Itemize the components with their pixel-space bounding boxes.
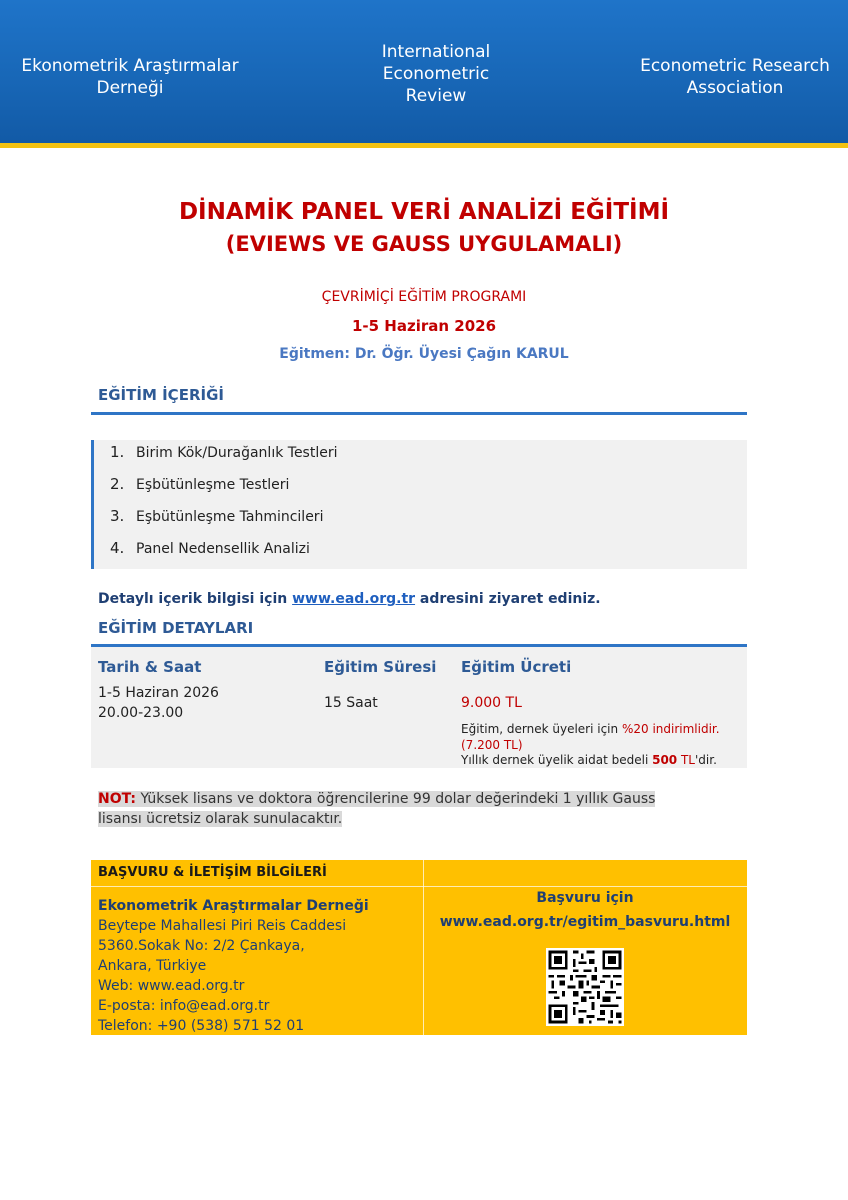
details-table	[91, 647, 747, 768]
contact-phone: Telefon: +90 (538) 571 52 01	[98, 1018, 305, 1034]
list-item: 2. Eşbütünleşme Testleri	[110, 475, 290, 493]
detail-date: 1-5 Haziran 2026	[98, 685, 219, 701]
list-item: 1. Birim Kök/Durağanlık Testleri	[110, 443, 338, 461]
qr-code-icon[interactable]	[546, 948, 624, 1026]
list-item: 3. Eşbütünleşme Tahmincileri	[110, 507, 324, 525]
contact-org: Ekonometrik Araştırmalar Derneği	[98, 898, 369, 914]
col-header-date: Tarih & Saat	[98, 658, 202, 676]
content-list	[91, 440, 747, 569]
program-date: 1-5 Haziran 2026	[351, 317, 497, 335]
contact-email[interactable]: E-posta: info@ead.org.tr	[98, 998, 270, 1014]
header-banner	[0, 0, 848, 143]
page-title: DİNAMİK PANEL VERİ ANALİZİ EĞİTİMİ	[178, 199, 670, 225]
apply-url-link[interactable]: www.ead.org.tr/egitim_basvuru.html	[439, 914, 731, 930]
discount-amount: (7.200 TL)	[461, 738, 523, 752]
contact-address-1: Beytepe Mahallesi Piri Reis Caddesi	[98, 918, 347, 934]
note-text: Yüksek lisans ve doktora öğrencilerine 99 dolar değerindeki 1 yıllık Gauss lisansı ücretsiz olarak sunulacaktır.	[98, 791, 656, 827]
contact-web[interactable]: Web: www.ead.org.tr	[98, 978, 245, 994]
header-right-org: Econometric Research Association	[640, 56, 830, 98]
header-accent-bar	[0, 143, 848, 148]
contact-address-3: Ankara, Türkiye	[98, 958, 207, 974]
apply-label: Başvuru için	[536, 890, 634, 906]
detail-time: 20.00-23.00	[98, 705, 184, 721]
col-header-duration: Eğitim Süresi	[324, 658, 437, 676]
contact-divider-horizontal	[91, 886, 747, 887]
membership-line: Yıllık dernek üyelik aidat bedeli 500 TL'dir.	[461, 753, 717, 767]
contact-box	[91, 860, 747, 1035]
contact-info	[98, 896, 369, 1036]
col-header-fee: Eğitim Ücreti	[461, 658, 572, 676]
page-subtitle: (EVIEWS VE GAUSS UYGULAMALI)	[225, 232, 623, 256]
note-paragraph	[98, 789, 698, 829]
note-label: NOT:	[98, 791, 137, 807]
detail-info-line: Detaylı içerik bilgisi için www.ead.org.tr adresini ziyaret ediniz.	[98, 591, 601, 607]
header-left-org: Ekonometrik Araştırmalar Derneği	[21, 56, 239, 98]
header-center-journal: International Econometric Review	[381, 42, 491, 106]
contact-address-2: 5360.Sokak No: 2/2 Çankaya,	[98, 938, 305, 954]
contact-heading: BAŞVURU & İLETİŞİM BİLGİLERİ	[98, 865, 327, 880]
discount-line: Eğitim, dernek üyeleri için %20 indirimlidir.	[461, 722, 720, 736]
program-instructor: Eğitmen: Dr. Öğr. Üyesi Çağın KARUL	[279, 346, 569, 362]
detail-duration: 15 Saat	[324, 695, 378, 711]
detail-fee: 9.000 TL	[461, 695, 522, 711]
content-heading: EĞİTİM İÇERİĞİ	[98, 386, 224, 404]
list-item: 4. Panel Nedensellik Analizi	[110, 539, 310, 557]
details-heading: EĞİTİM DETAYLARI	[98, 619, 254, 637]
program-type: ÇEVRİMİÇİ EĞİTİM PROGRAMI	[321, 289, 527, 305]
detail-url-link[interactable]: www.ead.org.tr	[292, 591, 416, 607]
content-divider	[91, 412, 747, 415]
